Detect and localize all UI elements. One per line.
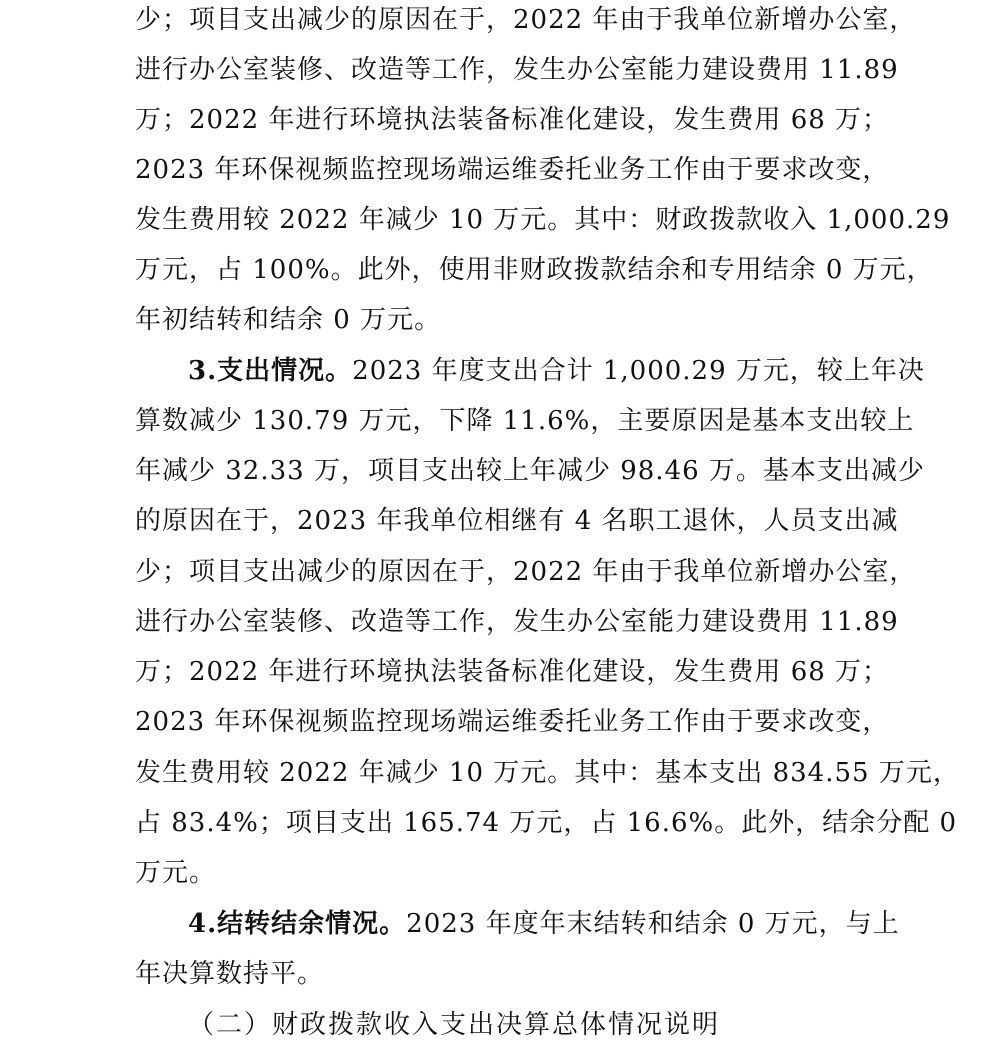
paragraph-line: 的原因在于，2023 年我单位相继有 4 名职工退休，人员支出减 xyxy=(135,506,899,536)
paragraph-line: 万元，占 100%。此外，使用非财政拨款结余和专用结余 0 万元， xyxy=(135,255,934,285)
paragraph-line: 万；2022 年进行环境执法装备标准化建设，发生费用 68 万； xyxy=(135,105,890,135)
paragraph-text: 2023 年度支出合计 1,000.29 万元，较上年决 xyxy=(352,356,925,386)
paragraph-line: 发生费用较 2022 年减少 10 万元。其中：基本支出 834.55 万元， xyxy=(135,758,960,788)
section-heading-carryover: 4.结转结余情况。 xyxy=(188,909,407,939)
paragraph-line: 年决算数持平。 xyxy=(135,959,325,989)
paragraph-line: 万元。 xyxy=(135,858,217,888)
paragraph-line: 少；项目支出减少的原因在于，2022 年由于我单位新增办公室， xyxy=(135,5,917,35)
paragraph-line: 年减少 32.33 万，项目支出较上年减少 98.46 万。基本支出减少 xyxy=(135,456,925,486)
paragraph-line: 进行办公室装修、改造等工作，发生办公室能力建设费用 11.89 xyxy=(135,607,899,637)
paragraph-line: 2023 年环保视频监控现场端运维委托业务工作由于要求改变， xyxy=(135,707,890,737)
section-heading-expenditure: 3.支出情况。 xyxy=(188,356,353,386)
paragraph-line: 占 83.4%；项目支出 165.74 万元，占 16.6%。此外，结余分配 0 xyxy=(135,808,958,838)
paragraph-line: 发生费用较 2022 年减少 10 万元。其中：财政拨款收入 1,000.29 xyxy=(135,205,951,235)
paragraph-line: 年初结转和结余 0 万元。 xyxy=(135,305,442,335)
paragraph-line: 万；2022 年进行环境执法装备标准化建设，发生费用 68 万； xyxy=(135,657,890,687)
paragraph-line: 算数减少 130.79 万元，下降 11.6%，主要原因是基本支出较上 xyxy=(135,406,915,436)
paragraph-line: 进行办公室装修、改造等工作，发生办公室能力建设费用 11.89 xyxy=(135,55,899,85)
section-heading-fiscal-summary: （二）财政拨款收入支出决算总体情况说明 xyxy=(188,1010,721,1040)
paragraph-line: 少；项目支出减少的原因在于，2022 年由于我单位新增办公室， xyxy=(135,557,917,587)
paragraph-text: 2023 年度年末结转和结余 0 万元，与上 xyxy=(406,909,900,939)
paragraph-first-line xyxy=(188,899,900,949)
paragraph-line: 2023 年环保视频监控现场端运维委托业务工作由于要求改变， xyxy=(135,155,890,185)
paragraph-first-line xyxy=(188,346,925,396)
